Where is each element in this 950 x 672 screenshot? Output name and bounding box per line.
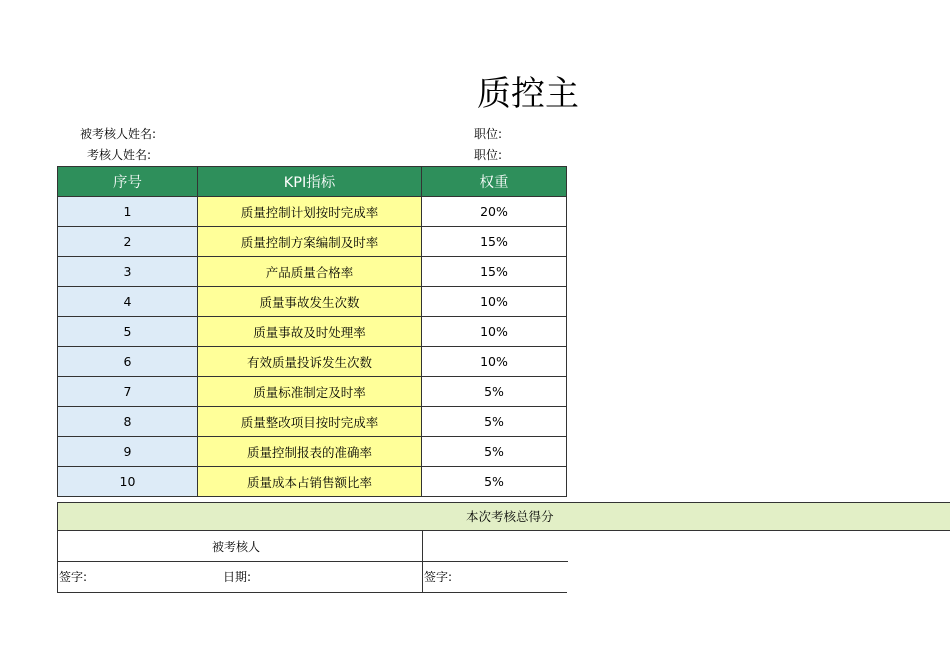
weight-cell[interactable]: 10% <box>422 317 567 347</box>
title-clip <box>430 68 579 120</box>
table-row <box>58 317 567 347</box>
weight-cell[interactable]: 15% <box>422 257 567 287</box>
assessee-date-label: 日期: <box>223 570 252 584</box>
page-title: 质控主 <box>477 74 579 114</box>
row-number-cell[interactable]: 7 <box>58 377 198 407</box>
total-score-row[interactable] <box>57 502 950 531</box>
weight-cell[interactable]: 10% <box>422 347 567 377</box>
kpi-cell[interactable]: 质量控制方案编制及时率 <box>198 227 422 257</box>
weight-cell[interactable]: 5% <box>422 437 567 467</box>
kpi-cell[interactable]: 质量控制报表的准确率 <box>198 437 422 467</box>
row-number-cell[interactable]: 9 <box>58 437 198 467</box>
kpi-cell[interactable]: 质量事故及时处理率 <box>198 317 422 347</box>
column-header-kpi: KPI指标 <box>198 167 422 197</box>
kpi-cell[interactable]: 质量整改项目按时完成率 <box>198 407 422 437</box>
assessor-name-label: 考核人姓名: <box>87 148 152 162</box>
assessor-position-label: 职位: <box>474 148 503 162</box>
table-row <box>58 257 567 287</box>
assessee-sign-label: 签字: <box>59 570 88 584</box>
row-number-cell[interactable]: 6 <box>58 347 198 377</box>
column-header-weight: 权重 <box>422 167 567 197</box>
table-row <box>58 377 567 407</box>
row-number-cell[interactable]: 4 <box>58 287 198 317</box>
assessee-position-label: 职位: <box>474 127 503 141</box>
table-row <box>58 347 567 377</box>
row-number-cell[interactable]: 10 <box>58 467 198 497</box>
kpi-cell[interactable]: 质量成本占销售额比率 <box>198 467 422 497</box>
column-header-number: 序号 <box>58 167 198 197</box>
weight-cell[interactable]: 10% <box>422 287 567 317</box>
row-number-cell[interactable]: 1 <box>58 197 198 227</box>
weight-cell[interactable]: 5% <box>422 407 567 437</box>
kpi-cell[interactable]: 质量事故发生次数 <box>198 287 422 317</box>
kpi-cell[interactable]: 有效质量投诉发生次数 <box>198 347 422 377</box>
total-score-label: 本次考核总得分 <box>466 509 554 524</box>
table-row <box>58 227 567 257</box>
kpi-cell[interactable]: 质量标准制定及时率 <box>198 377 422 407</box>
row-number-cell[interactable]: 3 <box>58 257 198 287</box>
weight-cell[interactable]: 20% <box>422 197 567 227</box>
signature-divider-horizontal <box>58 561 568 562</box>
table-row <box>58 197 567 227</box>
row-number-cell[interactable]: 2 <box>58 227 198 257</box>
kpi-cell[interactable]: 质量控制计划按时完成率 <box>198 197 422 227</box>
kpi-table <box>57 166 567 497</box>
row-number-cell[interactable]: 8 <box>58 407 198 437</box>
weight-cell[interactable]: 5% <box>422 377 567 407</box>
assessee-label: 被考核人 <box>212 540 261 554</box>
table-row <box>58 287 567 317</box>
signature-section <box>57 531 567 593</box>
assessor-sign-label: 签字: <box>424 570 453 584</box>
table-row <box>58 407 567 437</box>
signature-divider-vertical <box>422 531 423 592</box>
kpi-table-header-row <box>58 167 567 197</box>
row-number-cell[interactable]: 5 <box>58 317 198 347</box>
table-row <box>58 437 567 467</box>
weight-cell[interactable]: 5% <box>422 467 567 497</box>
weight-cell[interactable]: 15% <box>422 227 567 257</box>
assessee-name-label: 被考核人姓名: <box>80 127 157 141</box>
kpi-cell[interactable]: 产品质量合格率 <box>198 257 422 287</box>
table-row <box>58 467 567 497</box>
